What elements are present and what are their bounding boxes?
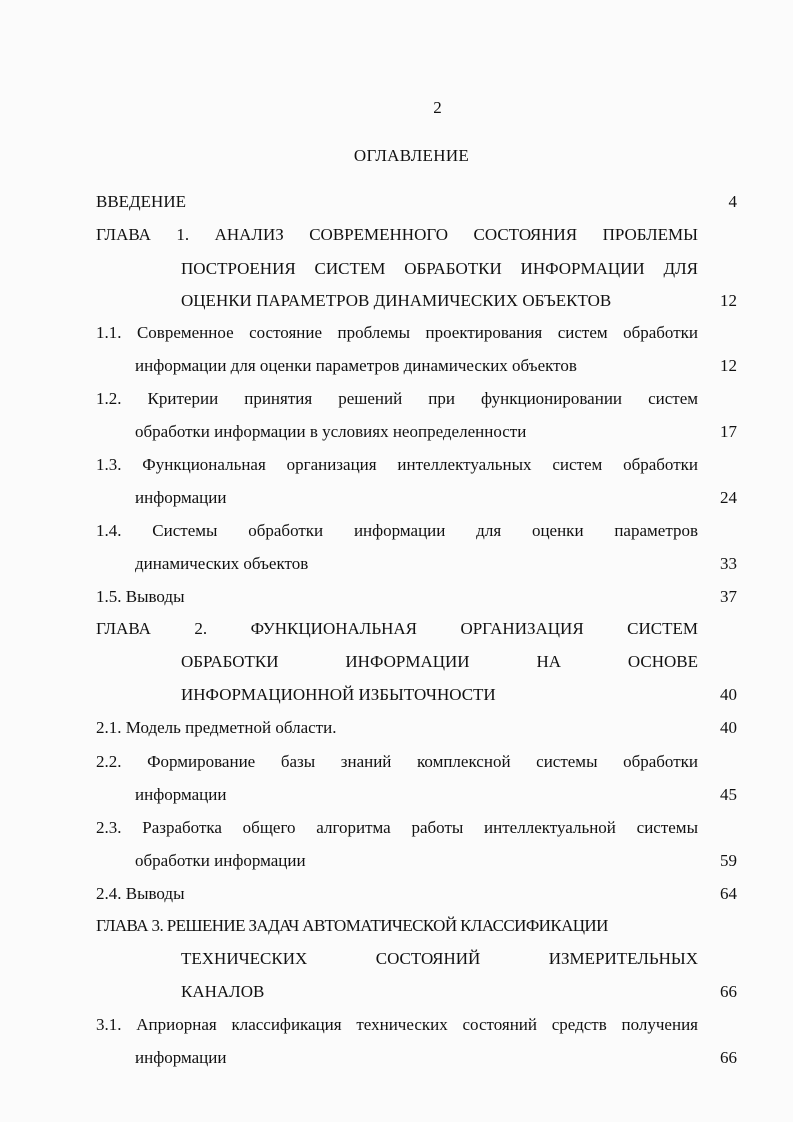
toc-section-2-2-line-1: 2.2. Формирование базы знаний комплексной системы обработки	[96, 752, 698, 771]
toc-page-section-2-1: 40	[720, 718, 737, 737]
toc-page-chapter-3: 66	[720, 982, 737, 1001]
toc-section-2-2-line-2: информации	[135, 785, 227, 804]
toc-section-3-1-line-2: информации	[135, 1048, 227, 1067]
toc-section-1-1-line-2: информации для оценки параметров динамических объектов	[135, 356, 577, 375]
toc-chapter-1-line-3: ОЦЕНКИ ПАРАМЕТРОВ ДИНАМИЧЕСКИХ ОБЪЕКТОВ	[181, 291, 612, 310]
toc-chapter-1-line-2: ПОСТРОЕНИЯ СИСТЕМ ОБРАБОТКИ ИНФОРМАЦИИ ДЛЯ	[181, 259, 698, 278]
toc-page-section-2-3: 59	[720, 851, 737, 870]
toc-page-section-3-1: 66	[720, 1048, 737, 1067]
toc-page-section-1-5: 37	[720, 587, 737, 606]
toc-section-1-4-line-1: 1.4. Системы обработки информации для оценки параметров	[96, 521, 698, 540]
toc-page-intro: 4	[728, 192, 737, 211]
toc-page-section-1-3: 24	[720, 488, 737, 507]
toc-page-section-1-4: 33	[720, 554, 737, 573]
toc-chapter-1-line-1: ГЛАВА 1. АНАЛИЗ СОВРЕМЕННОГО СОСТОЯНИЯ ПРОБЛЕМЫ	[96, 225, 698, 244]
toc-chapter-3-line-1: ГЛАВА 3. РЕШЕНИЕ ЗАДАЧ АВТОМАТИЧЕСКОЙ КЛАССИФИКАЦИИ	[96, 916, 608, 935]
toc-title: ОГЛАВЛЕНИЕ	[353, 146, 470, 165]
toc-section-2-4: 2.4. Выводы	[96, 884, 185, 903]
toc-section-1-3-line-1: 1.3. Функциональная организация интеллектуальных систем обработки	[96, 455, 698, 474]
toc-section-1-2-line-1: 1.2. Критерии принятия решений при функционировании систем	[96, 389, 698, 408]
toc-section-1-1-line-1: 1.1. Современное состояние проблемы проектирования систем обработки	[96, 323, 698, 342]
toc-section-1-5: 1.5. Выводы	[96, 587, 185, 606]
toc-page-section-2-4: 64	[720, 884, 737, 903]
toc-section-1-2-line-2: обработки информации в условиях неопределенности	[135, 422, 527, 441]
toc-section-2-1: 2.1. Модель предметной области.	[96, 718, 337, 737]
toc-section-1-4-line-2: динамических объектов	[135, 554, 309, 573]
toc-page-section-1-1: 12	[720, 356, 737, 375]
toc-chapter-2-line-2: ОБРАБОТКИ ИНФОРМАЦИИ НА ОСНОВЕ	[181, 652, 698, 671]
toc-chapter-3-line-3: КАНАЛОВ	[181, 982, 265, 1001]
toc-chapter-3-line-2: ТЕХНИЧЕСКИХ СОСТОЯНИЙ ИЗМЕРИТЕЛЬНЫХ	[181, 949, 698, 968]
toc-entry-intro: ВВЕДЕНИЕ	[96, 192, 186, 211]
toc-section-2-3-line-2: обработки информации	[135, 851, 306, 870]
toc-chapter-2-line-3: ИНФОРМАЦИОННОЙ ИЗБЫТОЧНОСТИ	[181, 685, 496, 704]
toc-section-3-1-line-1: 3.1. Априорная классификация технических состояний средств получения	[96, 1015, 698, 1034]
toc-section-2-3-line-1: 2.3. Разработка общего алгоритма работы интеллектуальной системы	[96, 818, 698, 837]
toc-page-chapter-2: 40	[720, 685, 737, 704]
toc-section-1-3-line-2: информации	[135, 488, 227, 507]
toc-page-chapter-1: 12	[720, 291, 737, 310]
page-number: 2	[433, 98, 442, 117]
toc-chapter-2-line-1: ГЛАВА 2. ФУНКЦИОНАЛЬНАЯ ОРГАНИЗАЦИЯ СИСТЕМ	[96, 619, 698, 638]
toc-page-section-1-2: 17	[720, 422, 737, 441]
toc-page-section-2-2: 45	[720, 785, 737, 804]
